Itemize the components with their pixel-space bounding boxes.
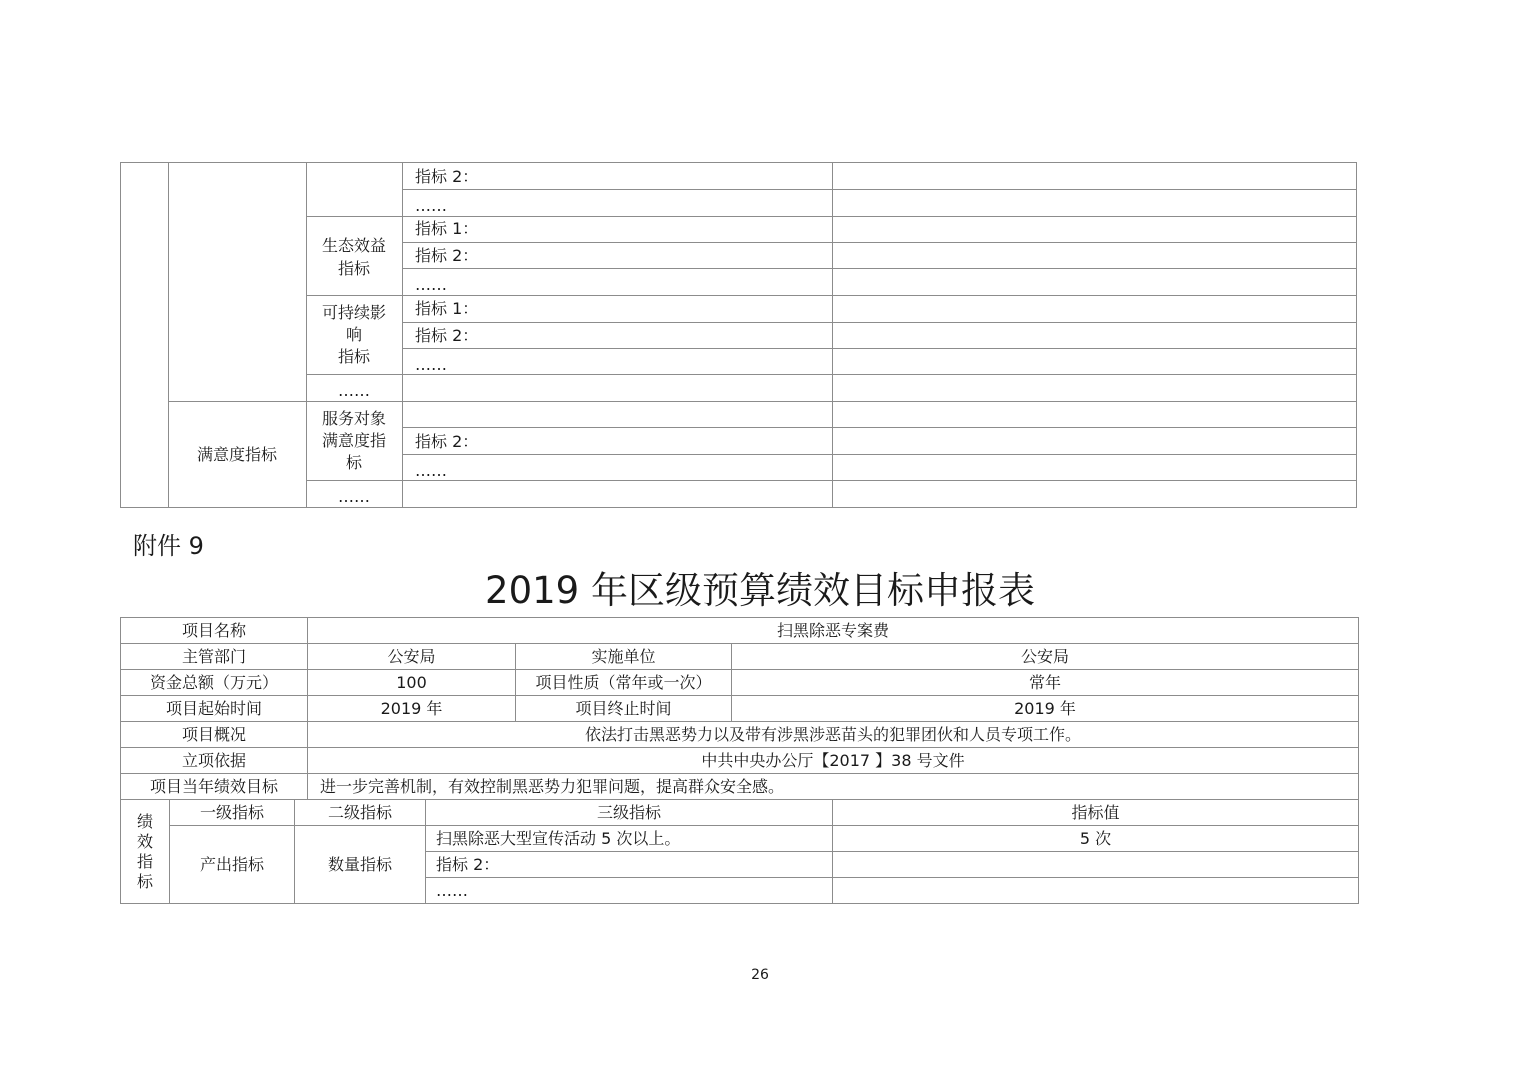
fragment-category: 可持续影 xyxy=(321,303,386,322)
page-number: 26 xyxy=(751,967,769,983)
fragment-ellipsis: …… xyxy=(415,275,447,294)
indicator-value xyxy=(833,878,1359,904)
indicator-value: 5 次 xyxy=(833,826,1359,852)
level1-output: 产出指标 xyxy=(170,826,295,904)
fragment-indicator: 指标 2： xyxy=(415,326,479,345)
basis-value: 中共中央办公厅【2017 】38 号文件 xyxy=(308,748,1359,774)
fragment-category: 标 xyxy=(345,453,362,472)
fragment-category: 指标 xyxy=(337,259,370,278)
funds-value: 100 xyxy=(308,670,516,696)
level3-indicator: 扫黑除恶大型宣传活动 5 次以上。 xyxy=(426,826,833,852)
previous-table-fragment xyxy=(120,162,1357,508)
fragment-category: 服务对象 xyxy=(321,409,386,428)
fragment-category: 生态效益 xyxy=(321,236,386,255)
indicator-value-header: 指标值 xyxy=(833,800,1359,826)
fragment-ellipsis: …… xyxy=(415,196,447,215)
fragment-category: 指标 xyxy=(337,347,370,366)
nature-value: 常年 xyxy=(732,670,1359,696)
fragment-satisfaction-label: 满意度指标 xyxy=(196,445,277,464)
level3-header: 三级指标 xyxy=(426,800,833,826)
level3-indicator: …… xyxy=(426,878,833,904)
level3-indicator: 指标 2： xyxy=(426,852,833,878)
start-value: 2019 年 xyxy=(308,696,516,722)
fragment-indicator: 指标 1： xyxy=(415,219,479,238)
attachment-label: 附件 9 xyxy=(133,532,204,560)
fragment-ellipsis: …… xyxy=(415,461,447,480)
level1-header: 一级指标 xyxy=(170,800,295,826)
level2-quantity: 数量指标 xyxy=(295,826,426,904)
impl-unit-label: 实施单位 xyxy=(516,644,732,670)
goal-label: 项目当年绩效目标 xyxy=(121,774,308,800)
fragment-indicator: 指标 2： xyxy=(415,246,479,265)
nature-label: 项目性质（常年或一次） xyxy=(516,670,732,696)
dept-value: 公安局 xyxy=(308,644,516,670)
project-name-value: 扫黑除恶专案费 xyxy=(308,618,1359,644)
goal-value: 进一步完善机制，有效控制黑恶势力犯罪问题，提高群众安全感。 xyxy=(308,774,1359,800)
level2-header: 二级指标 xyxy=(295,800,426,826)
fragment-category: 响 xyxy=(345,325,362,344)
fragment-indicator: 指标 2： xyxy=(415,432,479,451)
funds-label: 资金总额（万元） xyxy=(121,670,308,696)
overview-value: 依法打击黑恶势力以及带有涉黑涉恶苗头的犯罪团伙和人员专项工作。 xyxy=(308,722,1359,748)
start-label: 项目起始时间 xyxy=(121,696,308,722)
budget-performance-table xyxy=(120,617,1359,904)
basis-label: 立项依据 xyxy=(121,748,308,774)
performance-indicator-label: 绩效指标 xyxy=(121,800,170,904)
page-title: 2019 年区级预算绩效目标申报表 xyxy=(485,569,1035,612)
fragment-ellipsis: …… xyxy=(338,381,370,400)
end-value: 2019 年 xyxy=(732,696,1359,722)
end-label: 项目终止时间 xyxy=(516,696,732,722)
fragment-ellipsis: …… xyxy=(415,355,447,374)
dept-label: 主管部门 xyxy=(121,644,308,670)
overview-label: 项目概况 xyxy=(121,722,308,748)
fragment-indicator: 指标 2： xyxy=(415,167,479,186)
fragment-category: 满意度指 xyxy=(321,431,386,450)
project-name-label: 项目名称 xyxy=(121,618,308,644)
indicator-value xyxy=(833,852,1359,878)
impl-unit-value: 公安局 xyxy=(732,644,1359,670)
fragment-indicator: 指标 1： xyxy=(415,299,479,318)
fragment-ellipsis: …… xyxy=(338,487,370,506)
